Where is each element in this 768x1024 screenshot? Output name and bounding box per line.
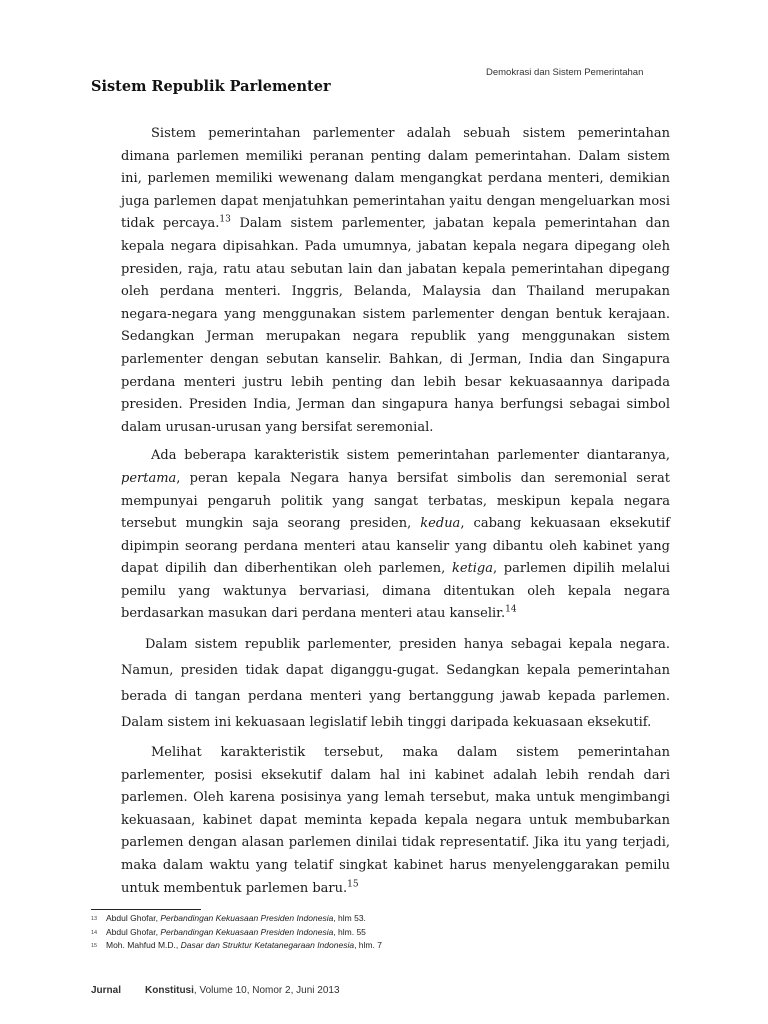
paragraph-2-text-d: , parlemen dipilih melalui pemilu yang waktunya bervariasi, dimana ditentukan oleh kepala negara berdasarkan masukan dari perdana menteri atau kanselir.	[121, 561, 671, 622]
footnote-author: Abdul Ghofar,	[106, 913, 161, 923]
footer-issue-details: , Volume 10, Nomor 2, Juni 2013	[193, 985, 340, 996]
paragraph-2	[121, 445, 670, 626]
paragraph-3: Dalam sistem republik parlementer, presiden hanya sebagai kepala negara. Namun, presiden tidak dapat diganggu-gugat. Sedangkan kepala pemerintahan berada di tangan perdana menteri yang bertanggung jawab kepada parlemen. Dalam sistem ini kekuasaan legislatif lebih tinggi daripada kekuasaan eksekutif.	[121, 637, 670, 731]
emphasis-pertama: pertama	[121, 470, 177, 486]
paragraph-4-text: Melihat karakteristik tersebut, maka dalam sistem pemerintahan parlementer, posisi eksekutif dalam hal ini kabinet adalah lebih rendah dari parlemen. Oleh karena posisinya yang lemah tersebut, maka untuk mengimbangi kekuasaan, kabinet dapat meminta kepada kepala negara untuk membubarkan parlemen dengan alasan parlemen dinilai tidak representatif. Jika itu yang terjadi, maka dalam waktu yang telatif singkat kabinet harus menyelenggarakan pemilu untuk membentuk parlemen baru.	[121, 745, 670, 896]
footnote-13	[91, 912, 382, 926]
footnote-ref-15[interactable]: 15	[347, 879, 359, 890]
section-title: Sistem Republik Parlementer	[91, 78, 331, 95]
footnote-15	[91, 939, 382, 953]
footnote-number: 14	[91, 929, 98, 936]
paragraph-1-text-b: Dalam sistem parlementer, jabatan kepala pemerintahan dan kepala negara dipisahkan. Pada umumnya, jabatan kepala negara dipegang oleh presiden, raja, ratu atau sebutan lain dan jabatan kepala pemerintahan dipegang oleh perdana menteri. Inggris, Belanda, Malaysia dan Thailand merupakan negara-negara yang menggunakan sistem parlementer dengan bentuk kerajaan. Sedangkan Jerman merupakan negara republik yang menggunakan sistem parlementer dengan sebutan kanselir. Bahkan, di Jerman, India dan Singapura perdana menteri justru lebih penting dan lebih besar kekuasaannya daripada presiden. Presiden India, Jerman dan singapura hanya berfungsi sebagai simbol dalam urusan-urusan yang bersifat seremonial.	[121, 216, 670, 435]
footnote-number: 15	[91, 943, 98, 949]
footer-journal-label: Jurnal	[91, 985, 122, 996]
footnotes	[91, 912, 382, 953]
footnote-ref-13[interactable]: 13	[219, 214, 231, 225]
footnote-book-title: Perbandingan Kekuasaan Presiden Indonesia	[160, 926, 334, 937]
footnote-page: , hlm. 55	[333, 926, 366, 937]
footnote-page: , hlm. 7	[354, 940, 382, 950]
page-footer	[91, 985, 340, 996]
paragraph-1	[121, 123, 670, 439]
paragraph-1-text-a: Sistem pemerintahan parlementer adalah sebuah sistem pemerintahan dimana parlemen memiliki peranan penting dalam pemerintahan. Dalam sistem ini, parlemen memiliki wewenang dalam mengangkat perdana menteri, demikian juga parlemen dapat menjatuhkan pemerintahan yaitu dengan mengeluarkan mosi tidak percaya.	[121, 126, 670, 232]
paragraph-2-text-b: , peran kepala Negara hanya bersifat simbolis dan seremonial serat mempunyai pengaruh politik yang sangat terbatas, meskipun kepala negara tersebut mungkin saja seorang presiden,	[121, 470, 670, 532]
footnote-divider	[91, 909, 201, 910]
emphasis-kedua: kedua	[420, 516, 461, 532]
footnote-book-title: Perbandingan Kekuasaan Presiden Indonesia	[160, 913, 334, 923]
footnote-author: Moh. Mahfud M.D.,	[106, 940, 181, 950]
paragraph-2-text-c: , cabang kekuasaan eksekutif dipimpin seorang perdana menteri atau kanselir yang dibantu oleh kabinet yang dapat dipilih dan diberhentikan oleh parlemen,	[121, 516, 670, 577]
footnote-ref-14[interactable]: 14	[505, 605, 517, 616]
footnote-page: , hlm 53.	[333, 913, 366, 923]
emphasis-ketiga: ketiga	[451, 561, 493, 577]
footer-journal-name: Konstitusi	[145, 985, 194, 996]
paragraph-4	[121, 742, 670, 900]
footnote-14	[91, 926, 382, 940]
paragraph-2-text-a: Ada beberapa karakteristik sistem pemerintahan parlementer diantaranya,	[151, 448, 670, 464]
footnote-number: 13	[91, 916, 98, 922]
running-header: Demokrasi dan Sistem Pemerintahan	[486, 67, 644, 78]
footnote-author: Abdul Ghofar,	[106, 926, 161, 937]
article-body	[121, 123, 670, 900]
footnote-book-title: Dasar dan Struktur Ketatanegaraan Indonesia	[180, 940, 355, 950]
